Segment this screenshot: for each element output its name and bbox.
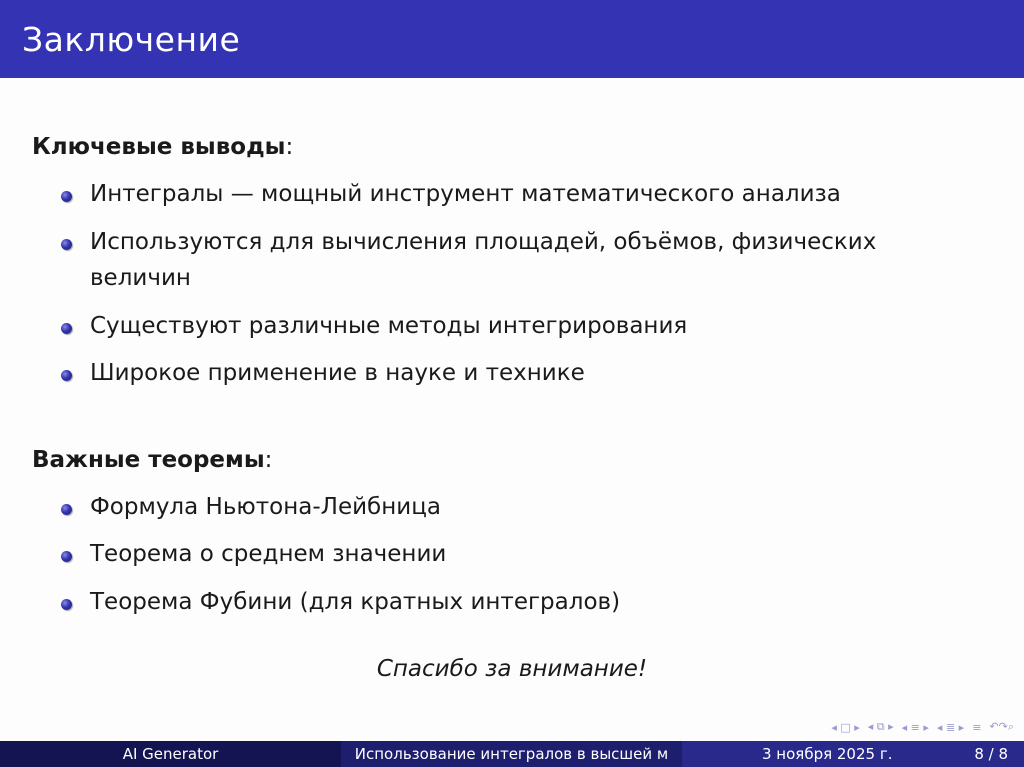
slide-footer (0, 741, 1024, 767)
list-item: Используются для вычисления площадей, объёмов, физических величин (90, 229, 877, 291)
footer-date-page (682, 741, 1024, 767)
bullet-icon (61, 370, 72, 381)
footer-author (0, 741, 341, 767)
list-item: Существуют различные методы интегрирования (90, 313, 688, 339)
beamer-navigation (831, 719, 1014, 735)
slide-title: Заключение (22, 20, 241, 59)
footer-date: 3 ноября 2025 г. (762, 745, 893, 763)
bullet-icon (61, 599, 72, 610)
nav-frame-icon[interactable]: ◂ □ ▸ (831, 720, 860, 734)
nav-toc-icon[interactable]: ≡ (972, 720, 982, 734)
footer-title (341, 741, 682, 767)
nav-subsection-icon[interactable]: ◂ ⧉ ▸ (867, 720, 894, 733)
list-item: Теорема о среднем значении (90, 541, 447, 567)
bullet-icon (61, 323, 72, 334)
footer-page-number: 8 / 8 (974, 745, 1008, 763)
bullet-icon (61, 239, 72, 250)
list-item: Интегралы — мощный инструмент математического анализа (90, 181, 841, 207)
nav-section-icon[interactable]: ◂ ≡ ▸ (901, 720, 929, 734)
list-item: Широкое применение в науке и технике (90, 360, 585, 386)
important-theorems-heading-text: Важные теоремы (32, 447, 265, 473)
key-findings-heading-text: Ключевые выводы (32, 134, 286, 160)
important-theorems-heading (32, 447, 272, 473)
bullet-icon (61, 191, 72, 202)
bullet-icon (61, 504, 72, 515)
footer-author-text: AI Generator (122, 745, 219, 763)
key-findings-heading (32, 134, 293, 160)
closing-message: Спасибо за внимание! (376, 656, 648, 682)
key-findings-heading-colon: : (285, 134, 294, 160)
slide-title-bar (0, 0, 1024, 78)
nav-back-search-icon[interactable]: ↶↷⌕ (989, 720, 1014, 733)
nav-subsection-list-icon[interactable]: ◂ ≣ ▸ (936, 720, 965, 734)
bullet-icon (61, 551, 72, 562)
footer-title-text: Использование интегралов в высшей м (354, 745, 669, 763)
list-item: Формула Ньютона-Лейбница (90, 494, 441, 520)
important-theorems-heading-colon: : (264, 447, 273, 473)
list-item: Теорема Фубини (для кратных интегралов) (90, 589, 621, 615)
